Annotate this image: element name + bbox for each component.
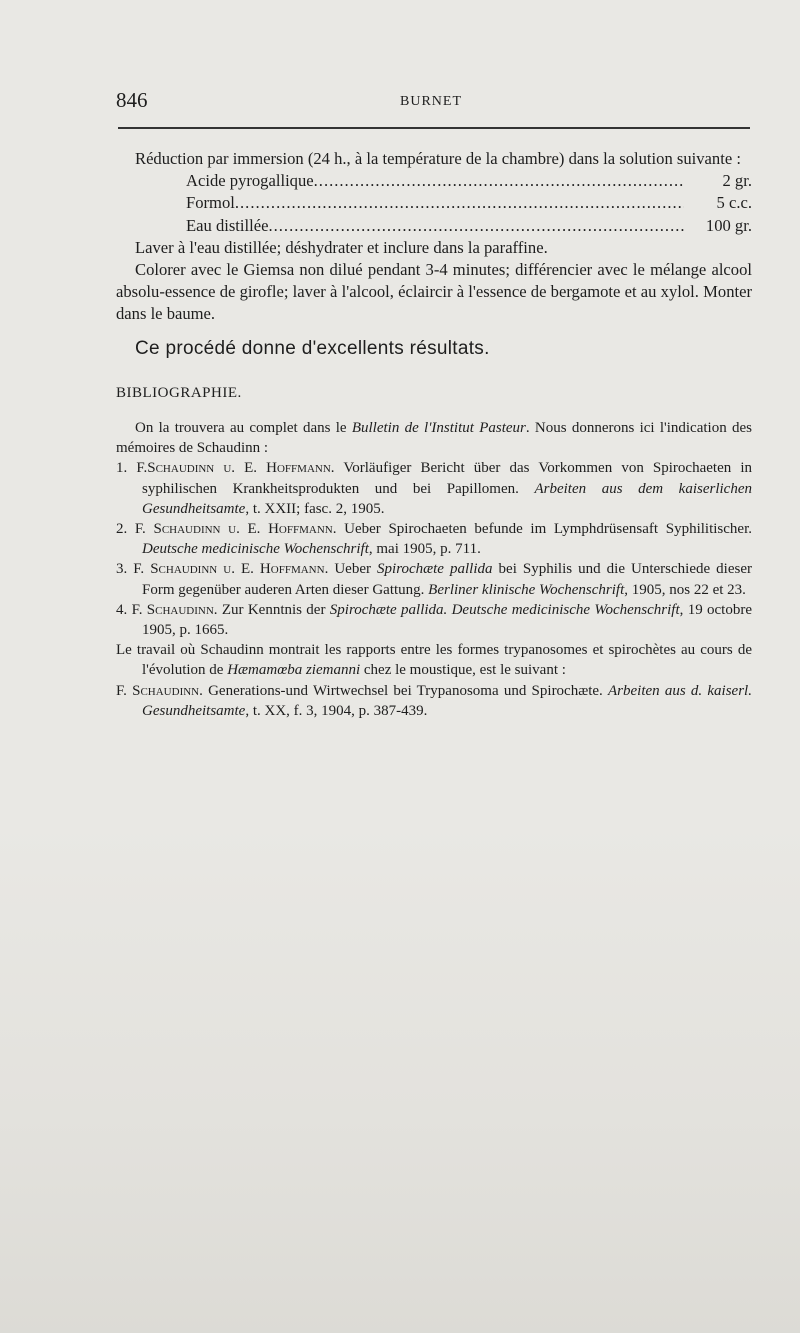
leader-dots	[235, 192, 684, 214]
journal-title: Deutsche medicinische Wochenschrift	[142, 541, 369, 558]
species-name: Hæmamœba ziemanni	[227, 662, 361, 679]
ref-text: bei Syphilis und die Unterschiede dieser Form gegenüber auderen Arten dieser Gattung.	[142, 561, 752, 598]
ref-text: , t. XX, f. 3, 1904, p. 387-439.	[245, 702, 428, 719]
header-rule	[118, 127, 750, 129]
journal-title: Bulletin de l'Institut Pasteur	[351, 419, 526, 436]
recipe-quantity: 2 gr.	[722, 171, 752, 191]
journal-title: Spirochæte pallida. Deutsche medicinische Wochenschrift	[329, 601, 680, 618]
ref-number: 1. F.	[116, 460, 148, 477]
leader-dots	[268, 215, 684, 237]
running-head: BURNET	[400, 94, 462, 109]
ref-text: . Ueber	[324, 561, 378, 578]
recipe-ingredient: Acide pyrogallique	[186, 171, 314, 191]
reference-item	[116, 600, 752, 640]
stain-paragraph: Colorer avec le Giemsa non dilué pendant 3-4 minutes; différencier avec le mélange alcool absolu-essence de girofle; laver à l'alcool, éclaircir à l'essence de bergamote et au xylol. Monter dans le baume.	[116, 259, 752, 324]
ref-text: . Generations-und Wirtwechsel bei Trypanosoma und Spirochæte.	[199, 682, 609, 699]
journal-title: Arbeiten aus d. kaiserl. Gesundheitsamte	[142, 682, 752, 719]
ref-authors: Schaudinn u. E. Hoffmann	[147, 460, 331, 477]
ref-number: 2. F.	[116, 521, 154, 537]
recipe-row	[186, 170, 752, 192]
ref-text: . Vorläufiger Bericht über das Vorkommen von Spirochaeten in syphilischen Krankheitsprodukten und bei Papillomen.	[142, 460, 752, 497]
intro-paragraph: Réduction par immersion (24 h., à la température de la chambre) dans la solution suivante :	[135, 149, 741, 168]
ref-authors: Schaudinn u. E. Hoffmann	[153, 521, 333, 537]
journal-title: Arbeiten aus dem kaiserlichen Gesundheitsamte	[142, 480, 752, 517]
reference-item	[116, 681, 752, 721]
leader-dots	[314, 170, 684, 192]
ref-number: 4. F.	[116, 601, 147, 618]
reference-item	[116, 519, 752, 559]
ref-text: , 1905, nos 22 et 23.	[624, 581, 746, 598]
bibliography-title: BIBLIOGRAPHIE.	[116, 384, 242, 401]
reference-item	[116, 458, 752, 519]
bibliography-intro	[116, 418, 752, 458]
ref-authors: Schaudinn u. E. Hoffmann	[150, 561, 325, 578]
recipe-row	[186, 215, 752, 237]
travail-paragraph	[116, 640, 752, 680]
page-body	[116, 148, 752, 721]
ref-authors: Schaudinn	[146, 601, 214, 618]
page-number: 846	[116, 88, 148, 112]
wash-paragraph: Laver à l'eau distillée; déshydrater et inclure dans la paraffine.	[135, 237, 548, 257]
text-span: On la trouvera au complet dans le	[135, 419, 352, 436]
ref-authors: Schaudinn	[132, 682, 200, 699]
ref-text: , mai 1905, p. 711.	[368, 541, 481, 558]
recipe-list	[116, 170, 752, 237]
recipe-row	[186, 192, 752, 214]
recipe-quantity: 100 gr.	[705, 215, 752, 235]
bibliography	[116, 418, 752, 721]
conclusion-line: Ce procédé donne d'excellents résultats.	[135, 337, 490, 359]
ref-text: , t. XXII; fasc. 2, 1905.	[245, 500, 385, 517]
ref-text: . Zur Kenntnis der	[213, 601, 330, 618]
page-header	[116, 88, 750, 118]
journal-title: Berliner klinische Wochenschrift	[428, 581, 625, 598]
recipe-ingredient: Eau distillée	[186, 215, 269, 235]
text-span: chez le moustique, est le suivant :	[360, 662, 566, 679]
reference-item	[116, 559, 752, 599]
recipe-quantity: 5 c.c.	[716, 193, 752, 213]
ref-number: 3. F.	[116, 561, 151, 578]
text-span: . Nous donnerons ici l'indication des mémoires de Schaudinn :	[116, 419, 752, 457]
ref-text: , 19 octobre 1905, p. 1665.	[142, 601, 752, 639]
ref-number: F.	[116, 682, 133, 699]
recipe-ingredient: Formol	[186, 193, 235, 213]
text-span: Le travail où Schaudinn montrait les rapports entre les formes trypanosomes et spirochètes au cours de l'évolution de	[116, 642, 752, 679]
ref-text: . Ueber Spirochaeten befunde im Lymphdrüsensaft Syphilitischer.	[332, 521, 752, 537]
bleed-through-shading	[0, 820, 800, 1333]
species-name: Spirochæte pallida	[377, 561, 493, 578]
